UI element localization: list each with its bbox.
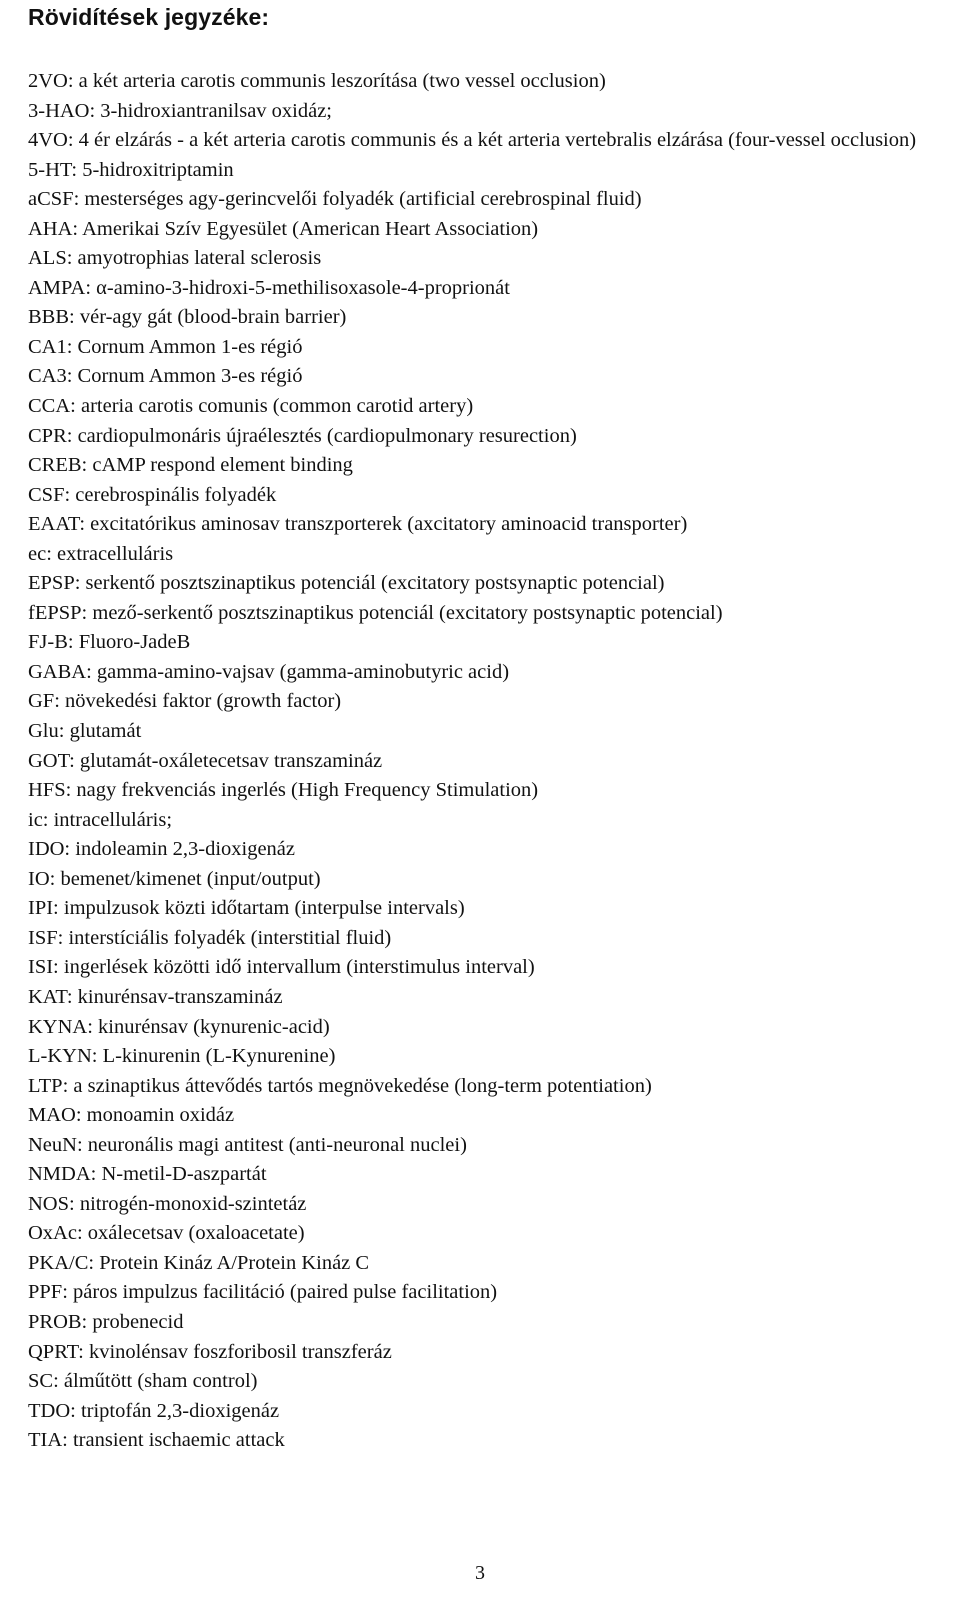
abbreviation-entry: SC: álműtött (sham control) xyxy=(28,1370,258,1393)
abbreviation-entry: ic: intracelluláris; xyxy=(28,808,173,831)
abbreviation-entry: CPR: cardiopulmonáris újraélesztés (cardiopulmonary resurection) xyxy=(28,424,577,447)
abbreviation-entry: IDO: indoleamin 2,3-dioxigenáz xyxy=(28,838,296,861)
abbreviation-entry: IO: bemenet/kimenet (input/output) xyxy=(28,867,321,890)
abbreviation-entry: TIA: transient ischaemic attack xyxy=(28,1429,285,1452)
abbreviation-entry: ISF: interstíciális folyadék (interstitial fluid) xyxy=(28,926,392,949)
abbreviation-entry: aCSF: mesterséges agy-gerincvelői folyadék (artificial cerebrospinal fluid) xyxy=(28,188,642,211)
abbreviation-entry: ALS: amyotrophias lateral sclerosis xyxy=(28,247,322,270)
abbreviation-entry: TDO: triptofán 2,3-dioxigenáz xyxy=(28,1399,280,1422)
abbreviation-entry: AMPA: α-amino-3-hidroxi-5-methilisoxasole-4-proprionát xyxy=(28,276,510,299)
abbreviation-entry: MAO: monoamin oxidáz xyxy=(28,1104,235,1127)
abbreviation-entry: HFS: nagy frekvenciás ingerlés (High Frequency Stimulation) xyxy=(28,779,539,802)
abbreviation-entry: NeuN: neuronális magi antitest (anti-neuronal nuclei) xyxy=(28,1133,467,1156)
abbreviation-entry: Glu: glutamát xyxy=(28,720,142,743)
abbreviation-entry: OxAc: oxálecetsav (oxaloacetate) xyxy=(28,1222,305,1245)
abbreviation-entry: LTP: a szinaptikus áttevődés tartós megnövekedése (long-term potentiation) xyxy=(28,1074,652,1097)
page-title: Rövidítések jegyzéke: xyxy=(28,4,270,30)
abbreviation-entry: EAAT: excitatórikus aminosav transzporterek (axcitatory aminoacid transporter) xyxy=(28,513,688,536)
abbreviation-entry: EPSP: serkentő posztszinaptikus potenciál (excitatory postsynaptic potencial) xyxy=(28,572,665,595)
abbreviation-entry: GOT: glutamát-oxáletecetsav transzamináz xyxy=(28,749,383,772)
abbreviation-entry: AHA: Amerikai Szív Egyesület (American Heart Association) xyxy=(28,217,539,240)
abbreviation-entry: PPF: páros impulzus facilitáció (paired pulse facilitation) xyxy=(28,1281,498,1304)
abbreviation-entry: IPI: impulzusok közti időtartam (interpulse intervals) xyxy=(28,897,465,920)
abbreviation-entry: CA3: Cornum Ammon 3-es régió xyxy=(28,365,303,388)
abbreviation-entry: L-KYN: L-kinurenin (L-Kynurenine) xyxy=(28,1045,336,1068)
abbreviation-entry: PKA/C: Protein Kináz A/Protein Kináz C xyxy=(28,1251,370,1274)
abbreviation-entry: 2VO: a két arteria carotis communis leszorítása (two vessel occlusion) xyxy=(28,70,606,92)
abbreviation-entry: QPRT: kvinolénsav foszforibosil transzferáz xyxy=(28,1340,392,1363)
abbreviation-entry: BBB: vér-agy gát (blood-brain barrier) xyxy=(28,306,347,329)
abbreviation-entry: CSF: cerebrospinális folyadék xyxy=(28,483,277,506)
abbreviation-entry: NMDA: N-metil-D-aszpartát xyxy=(28,1163,267,1186)
abbreviation-entry: ec: extracelluláris xyxy=(28,542,174,565)
abbreviation-entry: NOS: nitrogén-monoxid-szintetáz xyxy=(28,1192,307,1215)
abbreviation-entry: 4VO: 4 ér elzárás - a két arteria carotis communis és a két arteria vertebralis elzárása (four-vessel occlusion) xyxy=(28,129,917,152)
abbreviation-entry: 3-HAO: 3-hidroxiantranilsav oxidáz; xyxy=(28,99,333,122)
abbreviation-entry: GABA: gamma-amino-vajsav (gamma-aminobutyric acid) xyxy=(28,660,510,683)
abbreviation-entry: fEPSP: mező-serkentő posztszinaptikus potenciál (excitatory postsynaptic potencial) xyxy=(28,601,723,624)
abbreviation-entry: GF: növekedési faktor (growth factor) xyxy=(28,690,342,713)
abbreviation-entry: PROB: probenecid xyxy=(28,1310,184,1333)
abbreviation-entry: CCA: arteria carotis comunis (common carotid artery) xyxy=(28,395,474,418)
abbreviation-entry: KAT: kinurénsav-transzamináz xyxy=(28,985,283,1008)
abbreviation-entry: 5-HT: 5-hidroxitriptamin xyxy=(28,158,234,181)
abbreviation-entry: FJ-B: Fluoro-JadeB xyxy=(28,631,191,654)
abbreviation-entry: KYNA: kinurénsav (kynurenic-acid) xyxy=(28,1015,330,1038)
abbreviation-entry: CREB: cAMP respond element binding xyxy=(28,454,353,477)
abbreviation-entry: CA1: Cornum Ammon 1-es régió xyxy=(28,335,303,358)
abbreviation-list xyxy=(28,67,938,1456)
abbreviation-entry: ISI: ingerlések közötti idő intervallum (interstimulus interval) xyxy=(28,956,535,979)
page-number: 3 xyxy=(475,1562,485,1584)
